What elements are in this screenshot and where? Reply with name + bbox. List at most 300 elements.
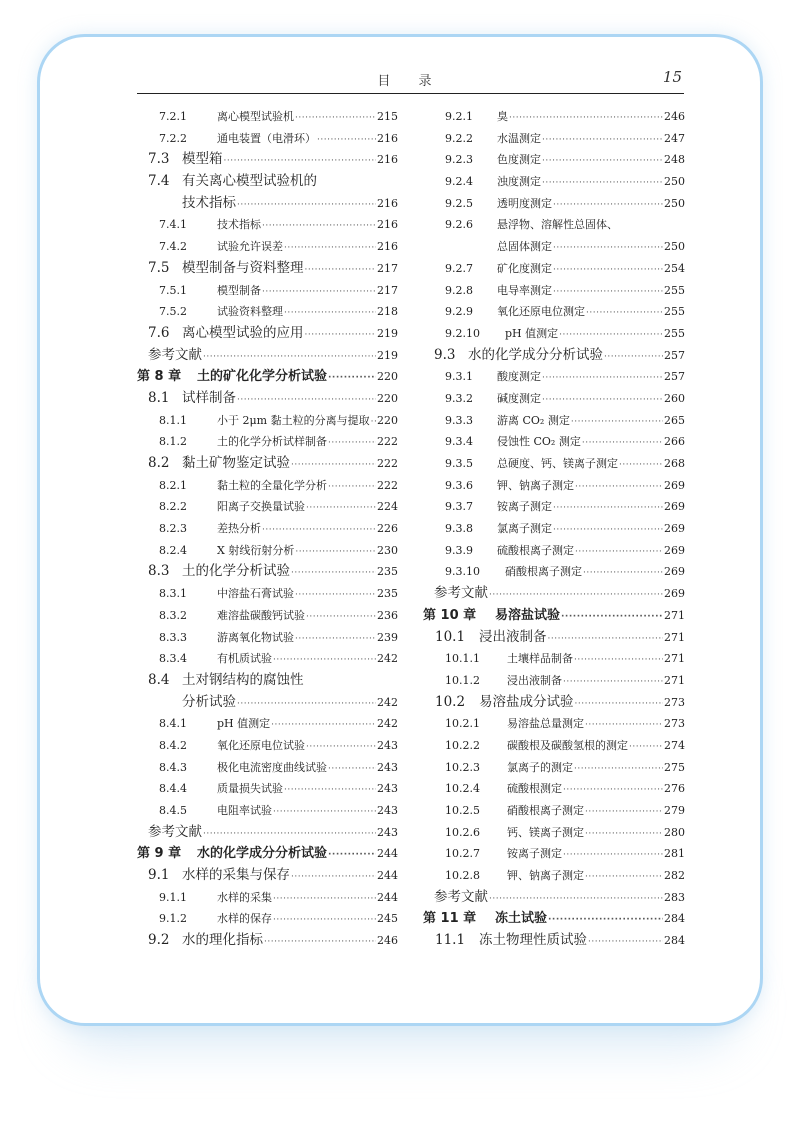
- toc-leader-dots: [588, 932, 663, 954]
- toc-entry-page: 280: [664, 825, 685, 839]
- toc-section-entry[interactable]: [137, 149, 398, 171]
- toc-subsection-entry[interactable]: [137, 800, 398, 822]
- toc-entry-page: 239: [377, 630, 398, 644]
- toc-entry-title: 氯离子测定: [497, 522, 552, 536]
- toc-entry-page: 250: [664, 196, 685, 210]
- toc-entry-title: 总硬度、钙、镁离子测定: [497, 457, 618, 470]
- toc-leader-dots: [542, 390, 663, 412]
- toc-leader-dots: [582, 433, 663, 455]
- toc-leader-dots: [583, 563, 663, 585]
- toc-subsection-entry[interactable]: [423, 323, 685, 345]
- toc-entry-title: 电阻率试验: [217, 804, 272, 817]
- toc-entry-title: 有关离心模型试验机的: [182, 173, 317, 190]
- toc-entry-title: 碳酸根及碳酸氢根的测定: [507, 738, 628, 752]
- toc-entry-page: 244: [377, 869, 398, 883]
- toc-entry-page: 243: [377, 825, 398, 839]
- toc-leader-dots: [328, 759, 376, 781]
- toc-entry-title: 硫酸根离子测定: [497, 543, 574, 557]
- toc-entry-title: 土的化学分析试验: [182, 563, 290, 580]
- toc-subsection-entry[interactable]: [137, 214, 398, 236]
- toc-entry-title: 通电装置（电滑环）: [217, 131, 316, 145]
- toc-entry-page: 246: [664, 110, 685, 123]
- toc-section-entry[interactable]: [137, 865, 398, 887]
- toc-entry-title: 浸出液制备: [507, 673, 562, 687]
- toc-entry-number: 9.3.6: [445, 478, 473, 492]
- toc-subsection-entry[interactable]: [423, 778, 685, 800]
- toc-leader-dots: [553, 498, 663, 520]
- toc-subsection-entry[interactable]: [137, 236, 398, 258]
- toc-subsection-entry[interactable]: [423, 670, 685, 692]
- toc-entry-title: 水样的采集与保存: [182, 867, 290, 884]
- toc-subsection-entry[interactable]: [423, 648, 685, 670]
- toc-entry-page: 242: [377, 695, 398, 709]
- toc-leader-dots: [291, 867, 376, 889]
- toc-entry-page: 254: [664, 261, 685, 275]
- toc-section-entry[interactable]: [137, 258, 398, 280]
- toc-subsection-entry[interactable]: [423, 757, 685, 779]
- toc-entry-title: 极化电流密度曲线试验: [217, 760, 327, 774]
- toc-leader-dots: [585, 867, 663, 889]
- toc-entry-title: 水温测定: [497, 131, 541, 145]
- toc-leader-dots: [563, 780, 663, 802]
- toc-subsection-entry[interactable]: [423, 106, 685, 128]
- toc-leader-dots: [575, 477, 663, 499]
- toc-subsection-entry[interactable]: [137, 648, 398, 670]
- toc-entry-number: 9.3.1: [445, 370, 473, 384]
- toc-section-entry[interactable]: [137, 323, 398, 345]
- toc-section-entry[interactable]: [137, 345, 398, 367]
- toc-entry-number: 10.2.7: [445, 847, 480, 861]
- toc-entry-page: 266: [664, 435, 685, 449]
- toc-entry-number: 8.1: [148, 389, 170, 406]
- toc-entry-title: 参考文献: [148, 823, 202, 840]
- toc-entry-page: 247: [664, 131, 685, 145]
- toc-subsection-entry[interactable]: [423, 518, 685, 540]
- toc-subsection-entry[interactable]: [137, 280, 398, 302]
- toc-entry-title: 硝酸根离子测定: [505, 565, 582, 579]
- toc-entry-number: 第 9 章: [137, 846, 182, 862]
- toc-entry-number: 9.2.5: [445, 196, 473, 210]
- toc-leader-dots: [574, 759, 663, 781]
- toc-leader-dots: [489, 889, 663, 911]
- toc-entry-title: 浊度测定: [497, 175, 541, 189]
- toc-entry-title: 水的化学成分分析试验: [468, 346, 603, 363]
- toc-entry-page: 236: [377, 608, 398, 622]
- toc-entry-number: 8.4.3: [159, 760, 187, 774]
- toc-leader-dots: [203, 824, 376, 846]
- toc-entry-number: 10.2.6: [445, 825, 480, 839]
- toc-entry-number: 9.3.4: [445, 435, 473, 449]
- toc-subsection-entry[interactable]: [423, 431, 685, 453]
- toc-leader-dots: [559, 325, 663, 347]
- toc-leader-dots: [489, 585, 663, 607]
- toc-subsection-entry[interactable]: [423, 822, 685, 844]
- toc-subsection-entry[interactable]: [137, 410, 398, 432]
- toc-entry-number: 第 10 章: [423, 607, 477, 623]
- toc-entry-title: 质量损失试验: [217, 782, 283, 796]
- toc-entry-title: 浸出液制备: [479, 628, 547, 645]
- toc-entry-number: 9.2.7: [445, 261, 473, 275]
- toc-entry-title: 离心模型试验的应用: [182, 324, 304, 341]
- toc-subsection-entry[interactable]: [137, 301, 398, 323]
- toc-entry-title: 中溶盐石膏试验: [217, 587, 294, 601]
- toc-entry-title: 电导率测定: [497, 283, 552, 297]
- toc-entry-number: 8.3: [148, 563, 170, 580]
- toc-subsection-entry[interactable]: [137, 518, 398, 540]
- toc-leader-dots: [224, 151, 377, 173]
- toc-section-entry[interactable]: [137, 171, 398, 193]
- toc-entry-title: 模型箱: [182, 151, 223, 168]
- toc-entry-number: 7.2.2: [159, 131, 187, 145]
- toc-entry-title: 铵离子测定: [507, 847, 562, 861]
- toc-leader-dots: [542, 173, 663, 195]
- toc-entry-page: 220: [377, 370, 398, 384]
- toc-subsection-entry[interactable]: [423, 453, 685, 475]
- toc-subsection-entry[interactable]: [137, 908, 398, 930]
- toc-entry-title: 离心模型试验机: [217, 110, 294, 123]
- toc-subsection-entry[interactable]: [137, 431, 398, 453]
- toc-entry-title: 矿化度测定: [497, 261, 552, 275]
- toc-entry-page: 275: [664, 760, 685, 774]
- toc-entry-page: 230: [377, 543, 398, 557]
- toc-chapter-entry[interactable]: [137, 366, 398, 388]
- toc-subsection-entry[interactable]: [137, 106, 398, 128]
- toc-entry-page: 269: [664, 500, 685, 514]
- toc-entry-number: 10.2.3: [445, 760, 480, 774]
- toc-subsection-entry[interactable]: [137, 475, 398, 497]
- toc-subsection-entry[interactable]: [423, 236, 685, 258]
- toc-entry-title: 易溶盐成分试验: [479, 693, 574, 710]
- toc-entry-page: 281: [664, 847, 685, 861]
- toc-leader-dots: [585, 715, 663, 737]
- toc-entry-page: 216: [377, 196, 398, 210]
- toc-subsection-entry[interactable]: [137, 128, 398, 150]
- toc-leader-dots: [237, 195, 376, 217]
- toc-leader-dots: [306, 737, 376, 759]
- toc-subsection-entry[interactable]: [423, 301, 685, 323]
- toc-entry-number: 9.3.5: [445, 457, 473, 470]
- page-number: 15: [662, 68, 682, 86]
- toc-leader-dots: [553, 282, 663, 304]
- toc-subsection-entry[interactable]: [423, 713, 685, 735]
- toc-entry-number: 7.4.1: [159, 218, 187, 232]
- toc-entry-title: 参考文献: [434, 585, 488, 602]
- toc-subsection-entry[interactable]: [423, 496, 685, 518]
- toc-entry-title: 参考文献: [148, 346, 202, 363]
- toc-entry-title: 水样的保存: [217, 912, 272, 926]
- toc-entry-page: 224: [377, 500, 398, 514]
- toc-leader-dots: [237, 390, 376, 412]
- toc-leader-dots: [619, 455, 663, 477]
- toc-subsection-entry[interactable]: [423, 475, 685, 497]
- toc-section-entry[interactable]: [137, 453, 398, 475]
- toc-entry-title: 分析试验: [182, 693, 236, 710]
- toc-subsection-entry[interactable]: [423, 214, 685, 236]
- toc-entry-title: 悬浮物、溶解性总固体、: [497, 218, 618, 232]
- toc-leader-dots: [575, 694, 664, 716]
- toc-leader-dots: [262, 216, 376, 238]
- toc-entry-number: 10.2.5: [445, 804, 480, 817]
- toc-entry-title: 水的理化指标: [182, 932, 263, 949]
- toc-subsection-entry[interactable]: [423, 735, 685, 757]
- toc-leader-dots: [284, 238, 376, 260]
- toc-entry-title: 模型制备: [217, 283, 261, 297]
- toc-leader-dots: [295, 542, 376, 564]
- toc-entry-page: 269: [664, 543, 685, 557]
- toc-entry-page: 222: [377, 457, 398, 470]
- toc-leader-dots: [203, 347, 376, 369]
- toc-entry-page: 220: [377, 391, 398, 405]
- toc-entry-number: 7.4: [148, 173, 170, 190]
- toc-entry-page: 244: [377, 890, 398, 904]
- toc-entry-page: 268: [664, 457, 685, 470]
- toc-subsection-entry[interactable]: [423, 366, 685, 388]
- toc-section-entry[interactable]: [423, 887, 685, 909]
- toc-entry-title: 硫酸根测定: [507, 782, 562, 796]
- toc-subsection-entry[interactable]: [137, 540, 398, 562]
- toc-entry-number: 9.3: [434, 346, 456, 363]
- toc-entry-number: 10.2.1: [445, 717, 480, 731]
- toc-entry-page: 269: [664, 478, 685, 492]
- toc-entry-page: 216: [377, 153, 398, 167]
- toc-leader-dots: [585, 802, 663, 824]
- toc-entry-page: 255: [664, 326, 685, 340]
- toc-entry-title: 土壤样品制备: [507, 652, 573, 666]
- toc-leader-dots: [295, 629, 376, 651]
- toc-entry-number: 9.2.6: [445, 218, 473, 232]
- toc-leader-dots: [328, 477, 376, 499]
- toc-leader-dots: [306, 607, 376, 629]
- toc-subsection-entry[interactable]: [137, 757, 398, 779]
- toc-entry-page: 243: [377, 804, 398, 817]
- toc-entry-title: 臭: [497, 110, 508, 123]
- toc-entry-number: 7.2.1: [159, 110, 187, 123]
- toc-entry-number: 8.2.2: [159, 500, 187, 514]
- toc-section-entry[interactable]: [137, 670, 398, 692]
- toc-leader-dots: [237, 694, 376, 716]
- toc-entry-page: 257: [664, 370, 685, 384]
- toc-leader-dots: [604, 347, 663, 369]
- toc-section-entry[interactable]: [137, 561, 398, 583]
- toc-entry-page: 246: [377, 934, 398, 948]
- toc-entry-page: 243: [377, 760, 398, 774]
- toc-entry-number: 8.2.3: [159, 522, 187, 536]
- toc-subsection-entry[interactable]: [423, 128, 685, 150]
- toc-chapter-entry[interactable]: [137, 843, 398, 865]
- toc-entry-number: 9.1.1: [159, 890, 187, 904]
- toc-section-entry[interactable]: [137, 193, 398, 215]
- toc-entry-page: 235: [377, 565, 398, 579]
- toc-subsection-entry[interactable]: [137, 496, 398, 518]
- toc-subsection-entry[interactable]: [423, 540, 685, 562]
- toc-subsection-entry[interactable]: [423, 843, 685, 865]
- toc-leader-dots: [553, 195, 663, 217]
- toc-entry-page: 271: [664, 630, 685, 644]
- toc-subsection-entry[interactable]: [423, 561, 685, 583]
- toc-subsection-entry[interactable]: [137, 887, 398, 909]
- toc-entry-page: 217: [377, 261, 398, 275]
- toc-entry-title: 硝酸根离子测定: [507, 804, 584, 817]
- toc-subsection-entry[interactable]: [137, 735, 398, 757]
- toc-leader-dots: [328, 845, 376, 867]
- toc-leader-dots: [328, 433, 376, 455]
- toc-section-entry[interactable]: [423, 930, 685, 952]
- toc-entry-title: 参考文献: [434, 888, 488, 905]
- page-header: [137, 68, 684, 94]
- toc-entry-title: 土的矿化化学分析试验: [197, 369, 328, 385]
- toc-section-entry[interactable]: [423, 583, 685, 605]
- toc-entry-page: 248: [664, 153, 685, 167]
- toc-entry-number: 10.1.2: [445, 673, 480, 687]
- toc-entry-title: 易溶盐试验: [495, 607, 561, 623]
- toc-entry-title: 氧化还原电位测定: [497, 305, 585, 319]
- toc-entry-number: 8.2: [148, 455, 170, 471]
- toc-subsection-entry[interactable]: [137, 713, 398, 735]
- toc-entry-title: 技术指标: [217, 218, 261, 232]
- toc-entry-title: 冻土物理性质试验: [479, 932, 587, 949]
- toc-subsection-entry[interactable]: [423, 388, 685, 410]
- toc-entry-page: 217: [377, 283, 398, 297]
- toc-subsection-entry[interactable]: [137, 605, 398, 627]
- toc-entry-page: 218: [377, 305, 398, 319]
- toc-subsection-entry[interactable]: [423, 149, 685, 171]
- toc-entry-page: 255: [664, 283, 685, 297]
- toc-entry-page: 269: [664, 587, 685, 601]
- toc-leader-dots: [542, 368, 663, 390]
- toc-subsection-entry[interactable]: [423, 193, 685, 215]
- toc-subsection-entry[interactable]: [423, 258, 685, 280]
- toc-subsection-entry[interactable]: [423, 171, 685, 193]
- toc-leader-dots: [291, 563, 376, 585]
- toc-leader-dots: [371, 412, 376, 434]
- toc-entry-title: 碱度测定: [497, 391, 541, 405]
- toc-entry-number: 10.1.1: [445, 652, 480, 666]
- page-title: 目 录: [377, 74, 444, 89]
- toc-entry-page: 284: [664, 912, 685, 926]
- toc-section-entry[interactable]: [423, 345, 685, 367]
- toc-entry-number: 10.1: [435, 628, 466, 645]
- toc-leader-dots: [553, 238, 663, 260]
- toc-section-entry[interactable]: [137, 930, 398, 952]
- toc-entry-title: X 射线衍射分析: [217, 543, 295, 557]
- toc-entry-page: 243: [377, 738, 398, 752]
- toc-entry-title: 钙、镁离子测定: [507, 825, 584, 839]
- toc-leader-dots: [264, 932, 376, 954]
- toc-entry-title: 总固体测定: [497, 240, 552, 254]
- toc-entry-page: 276: [664, 782, 685, 796]
- toc-entry-page: 255: [664, 305, 685, 319]
- toc-entry-page: 235: [377, 587, 398, 601]
- toc-section-entry[interactable]: [137, 388, 398, 410]
- toc-leader-dots: [295, 108, 376, 130]
- toc-entry-page: 260: [664, 391, 685, 405]
- toc-entry-number: 8.4.1: [159, 717, 187, 731]
- toc-entry-title: 技术指标: [182, 194, 236, 211]
- toc-entry-page: 242: [377, 652, 398, 666]
- toc-subsection-entry[interactable]: [137, 627, 398, 649]
- toc-subsection-entry[interactable]: [423, 865, 685, 887]
- toc-entry-page: 226: [377, 522, 398, 536]
- toc-leader-dots: [273, 650, 376, 672]
- toc-entry-page: 244: [377, 847, 398, 861]
- toc-entry-number: 9.1: [148, 867, 170, 884]
- toc-entry-page: 219: [377, 348, 398, 362]
- toc-entry-title: 氧化还原电位试验: [217, 738, 305, 752]
- toc-subsection-entry[interactable]: [137, 778, 398, 800]
- toc-right-column: [423, 106, 685, 952]
- toc-chapter-entry[interactable]: [423, 605, 685, 627]
- toc-entry-number: 10.2: [435, 693, 466, 710]
- toc-entry-number: 7.5.1: [159, 283, 187, 297]
- toc-entry-title: 黏土矿物鉴定试验: [182, 455, 290, 471]
- toc-leader-dots: [262, 520, 376, 542]
- toc-entry-page: 220: [377, 413, 398, 427]
- toc-entry-page: 250: [664, 175, 685, 189]
- toc-leader-dots: [305, 260, 377, 282]
- toc-entry-number: 8.3.1: [159, 587, 187, 601]
- toc-entry-number: 9.3.9: [445, 543, 473, 557]
- toc-entry-page: 283: [664, 890, 685, 904]
- toc-entry-title: 透明度测定: [497, 196, 552, 210]
- toc-entry-title: 侵蚀性 CO₂ 测定: [497, 435, 581, 449]
- toc-entry-number: 9.2.2: [445, 131, 473, 145]
- toc-entry-page: 265: [664, 413, 685, 427]
- toc-section-entry[interactable]: [423, 692, 685, 714]
- toc-section-entry[interactable]: [423, 627, 685, 649]
- toc-section-entry[interactable]: [137, 692, 398, 714]
- toc-entry-page: 216: [377, 218, 398, 232]
- toc-subsection-entry[interactable]: [137, 583, 398, 605]
- toc-entry-page: 222: [377, 435, 398, 449]
- toc-leader-dots: [553, 260, 663, 282]
- toc-entry-title: 水的化学成分分析试验: [197, 846, 328, 862]
- toc-leader-dots: [305, 325, 377, 347]
- toc-chapter-entry[interactable]: [423, 908, 685, 930]
- toc-leader-dots: [571, 412, 663, 434]
- toc-entry-page: 271: [664, 673, 685, 687]
- toc-entry-number: 8.4.2: [159, 738, 187, 752]
- toc-leader-dots: [542, 151, 663, 173]
- toc-entry-number: 9.1.2: [159, 912, 187, 926]
- toc-entry-number: 8.4.5: [159, 804, 187, 817]
- toc-entry-number: 8.3.4: [159, 652, 187, 666]
- toc-subsection-entry[interactable]: [423, 280, 685, 302]
- toc-leader-dots: [553, 520, 663, 542]
- toc-entry-title: 氯离子的测定: [507, 760, 573, 774]
- toc-entry-number: 9.3.2: [445, 391, 473, 405]
- toc-entry-title: 模型制备与资料整理: [182, 259, 304, 276]
- toc-entry-page: 273: [664, 695, 685, 709]
- toc-entry-page: 279: [664, 804, 685, 817]
- toc-entry-title: 试样制备: [182, 389, 236, 406]
- toc-entry-page: 216: [377, 240, 398, 254]
- toc-entry-number: 8.3.3: [159, 630, 187, 644]
- toc-entry-title: 难溶盐碳酸钙试验: [217, 608, 305, 622]
- toc-leader-dots: [548, 910, 663, 932]
- toc-entry-number: 9.2.8: [445, 283, 473, 297]
- toc-entry-page: 219: [377, 326, 398, 340]
- toc-section-entry[interactable]: [137, 822, 398, 844]
- toc-leader-dots: [295, 585, 376, 607]
- toc-entry-title: 钾、钠离子测定: [507, 869, 584, 883]
- toc-entry-title: 酸度测定: [497, 370, 541, 384]
- toc-leader-dots: [575, 542, 663, 564]
- toc-leader-dots: [317, 130, 376, 152]
- toc-entry-title: pH 值测定: [505, 326, 559, 340]
- toc-subsection-entry[interactable]: [423, 800, 685, 822]
- toc-entry-page: 274: [664, 738, 685, 752]
- toc-subsection-entry[interactable]: [423, 410, 685, 432]
